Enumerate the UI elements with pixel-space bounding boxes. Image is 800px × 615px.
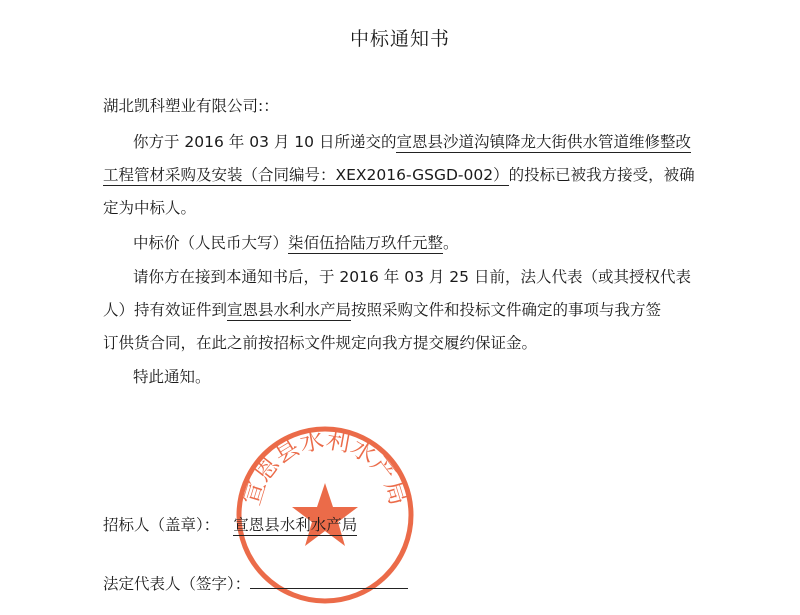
closing-text: 特此通知。 (133, 368, 211, 386)
instruction-text-2: 按照采购文件和投标文件确定的事项与我方签 (351, 301, 662, 319)
bid-date-text: 你方于 2016 年 03 月 10 日所递交的 (133, 133, 397, 151)
issuing-organization: 宣恩县水利水产局 (227, 301, 352, 319)
project-name-part-1: 宣恩县沙道沟镇降龙大街供水管道维修整改 (396, 133, 691, 151)
seal-text: 宣恩县水利水产局 (237, 425, 413, 509)
paragraph-3-line-2 (103, 298, 661, 320)
paragraph-1-line-1 (133, 130, 691, 152)
recipient: 湖北凯科塑业有限公司:： (103, 97, 279, 115)
paragraph-2 (133, 231, 459, 253)
legal-rep-label: 法定代表人（签字）： (103, 575, 251, 593)
instruction-text: 人）持有效证件到 (103, 301, 228, 319)
signature-line (250, 574, 408, 589)
tenderer-row (103, 513, 357, 535)
page-title: 中标通知书 (349, 28, 450, 50)
tenderer-label: 招标人（盖章）： (103, 516, 220, 534)
tenderer-value: 宣恩县水利水产局 (233, 516, 358, 534)
paragraph-3-line-3: 订供货合同，在此之前按招标文件规定向我方提交履约保证金。 (103, 334, 538, 352)
bid-price-end: 。 (443, 234, 459, 252)
acceptance-text: 的投标已被我方接受，被确 (508, 166, 695, 184)
bid-price-amount: 柒佰伍拾陆万玖仟元整 (288, 234, 444, 252)
legal-rep-row (103, 572, 408, 594)
project-name-part-2: 工程管材采购及安装（合同编号：XEX2016-GSGD-002） (103, 166, 509, 184)
paragraph-1-line-2 (103, 163, 695, 185)
paragraph-3-line-1: 请你方在接到本通知书后，于 2016 年 03 月 25 日前，法人代表（或其授权代表 (133, 268, 691, 286)
bid-price-label: 中标价（人民币大写） (133, 234, 289, 252)
paragraph-1-line-3: 定为中标人。 (103, 199, 197, 217)
